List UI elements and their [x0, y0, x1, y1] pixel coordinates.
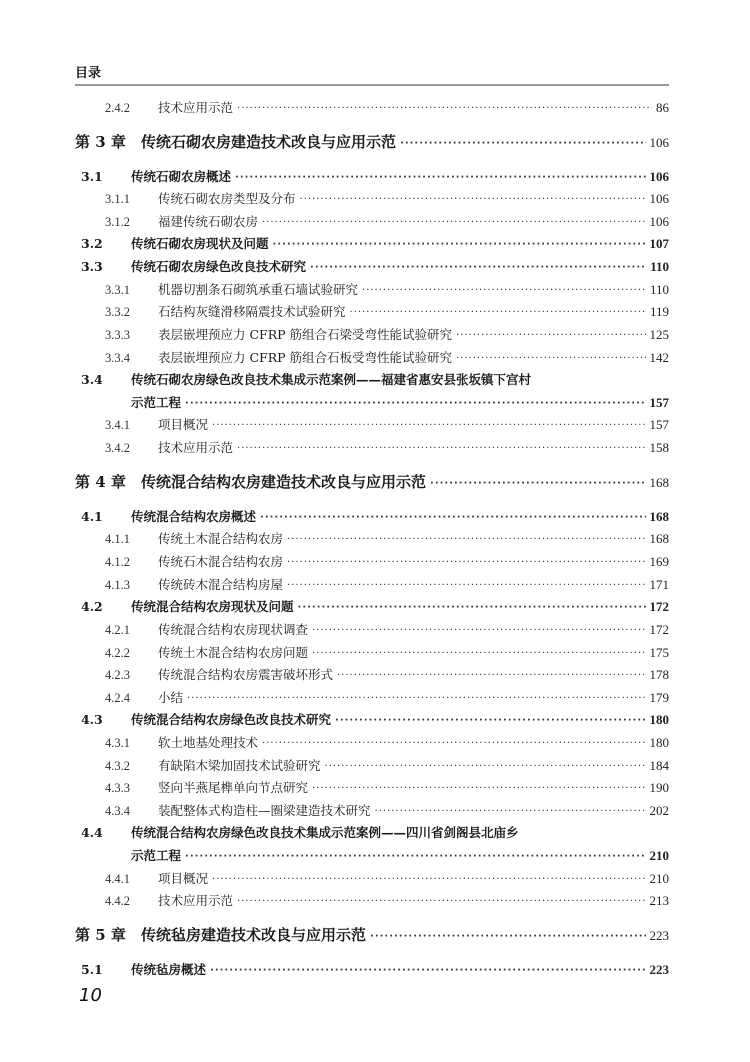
- toc-section-entry[interactable]: [75, 507, 669, 525]
- entry-page-number: 178: [649, 667, 669, 682]
- toc-section-entry[interactable]: [75, 710, 669, 728]
- entry-page-number: 168: [649, 475, 669, 490]
- entry-page-number: 125: [649, 327, 669, 342]
- entry-page-number: 171: [649, 577, 669, 592]
- dot-leader: [325, 761, 646, 772]
- dot-leader: [237, 103, 652, 114]
- toc-subsection-entry[interactable]: [75, 778, 669, 796]
- entry-page-number: 175: [649, 645, 669, 660]
- dot-leader: [312, 625, 645, 636]
- entry-number: 4.2.2: [105, 646, 130, 660]
- toc-section-entry[interactable]: [75, 370, 669, 388]
- dot-leader: [212, 420, 645, 431]
- entry-title: 项目概况: [158, 871, 209, 886]
- entry-page-number: 157: [649, 395, 669, 410]
- toc-subsection-entry[interactable]: [75, 869, 669, 887]
- dot-leader: [456, 353, 645, 364]
- entry-page-number: 168: [649, 509, 669, 524]
- entry-number: 4.2.4: [105, 691, 130, 705]
- entry-page-number: 210: [649, 871, 669, 886]
- toc-subsection-entry[interactable]: [75, 665, 669, 683]
- entry-page-number: 180: [649, 735, 669, 750]
- entry-page-number: 158: [649, 440, 669, 455]
- toc-subsection-entry[interactable]: [75, 415, 669, 433]
- dot-leader: [350, 307, 646, 318]
- entry-title: 传统石木混合结构农房: [158, 554, 284, 569]
- dot-leader: [362, 285, 646, 296]
- toc-subsection-entry[interactable]: [75, 302, 669, 320]
- dot-leader: [212, 874, 645, 885]
- entry-number: 3.4.1: [105, 418, 130, 432]
- entry-number: 3.1.2: [105, 215, 130, 229]
- entry-number: 3.3.1: [105, 283, 130, 297]
- entry-title: 传统石砌农房绿色改良技术研究: [131, 259, 307, 274]
- dot-leader: [287, 534, 645, 545]
- entry-number: 3.2: [81, 236, 103, 251]
- entry-page-number: 213: [649, 893, 669, 908]
- toc-subsection-entry[interactable]: [75, 756, 669, 774]
- toc-subsection-entry[interactable]: [75, 643, 669, 661]
- entry-page-number: 119: [649, 304, 669, 319]
- entry-title: 表层嵌埋预应力 CFRP 筋组合石板受弯性能试验研究: [158, 350, 453, 365]
- dot-leader: [287, 580, 645, 591]
- entry-title: 石结构灰缝滑移隔震技术试验研究: [158, 304, 346, 319]
- entry-title: 装配整体式构造柱—圈梁建造技术研究: [158, 803, 371, 818]
- toc-subsection-entry[interactable]: [75, 280, 669, 298]
- entry-number: 3.4: [81, 372, 103, 387]
- entry-title: 小结: [158, 690, 184, 705]
- entry-number: 第 3 章: [75, 133, 126, 151]
- entry-number: 4.3.3: [105, 781, 130, 795]
- dot-leader: [312, 783, 645, 794]
- dot-leader: [375, 806, 646, 817]
- toc-section-entry[interactable]: [75, 597, 669, 615]
- entry-number: 4.3.2: [105, 759, 130, 773]
- entry-number: 3.3.2: [105, 305, 130, 319]
- entry-number: 3.3.4: [105, 351, 130, 365]
- toc-subsection-entry[interactable]: [75, 325, 669, 343]
- entry-title: 传统混合结构农房现状及问题: [131, 599, 294, 614]
- toc-subsection-entry[interactable]: [75, 801, 669, 819]
- entry-number: 第 4 章: [75, 473, 126, 491]
- dot-leader: [185, 851, 645, 862]
- entry-page-number: 202: [649, 803, 669, 818]
- toc-subsection-entry[interactable]: [75, 575, 669, 593]
- entry-title: 传统土木混合结构农房: [158, 531, 284, 546]
- entry-page-number: 210: [649, 848, 669, 863]
- toc-section-entry[interactable]: [75, 234, 669, 252]
- dot-leader: [210, 965, 645, 976]
- entry-number: 4.3.4: [105, 804, 130, 818]
- entry-title: 技术应用示范: [158, 100, 234, 115]
- entry-page-number: 172: [649, 622, 669, 637]
- entry-title: 传统混合结构农房建造技术改良与应用示范: [141, 473, 427, 491]
- entry-page-number: 110: [650, 259, 669, 274]
- dot-leader: [237, 443, 645, 454]
- entry-number: 3.3: [81, 259, 103, 274]
- entry-title: 有缺陷木梁加固技术试验研究: [158, 758, 321, 773]
- dot-leader: [187, 693, 645, 704]
- entry-title: 传统石砌农房类型及分布: [158, 191, 296, 206]
- entry-number: 4.1.3: [105, 578, 130, 592]
- dot-leader: [456, 330, 645, 341]
- entry-number: 3.3.3: [105, 328, 130, 342]
- toc-section-entry[interactable]: [75, 393, 669, 411]
- dot-leader: [335, 715, 645, 726]
- dot-leader: [260, 512, 645, 523]
- entry-number: 4.4.1: [105, 872, 130, 886]
- entry-page-number: 142: [649, 350, 669, 365]
- entry-page-number: 107: [649, 236, 669, 251]
- header-rule: [75, 84, 669, 86]
- entry-title: 传统混合结构农房概述: [131, 509, 257, 524]
- entry-number: 4.3: [81, 712, 103, 727]
- entry-page-number: 172: [649, 599, 669, 614]
- toc-section-entry[interactable]: [75, 167, 669, 185]
- toc-subsection-entry[interactable]: [75, 620, 669, 638]
- toc-subsection-entry[interactable]: [75, 891, 669, 909]
- entry-title: 传统石砌农房现状及问题: [131, 236, 269, 251]
- entry-title: 传统混合结构农房震害破坏形式: [158, 667, 334, 682]
- dot-leader: [237, 896, 645, 907]
- toc-subsection-entry[interactable]: [75, 348, 669, 366]
- dot-leader: [430, 478, 645, 489]
- dot-leader: [235, 172, 645, 183]
- entry-title: 传统石砌农房概述: [131, 169, 232, 184]
- entry-title: 示范工程: [131, 848, 182, 863]
- entry-page-number: 106: [649, 191, 669, 206]
- dot-leader: [298, 602, 646, 613]
- entry-title: 福建传统石砌农房: [158, 214, 259, 229]
- dot-leader: [310, 262, 646, 273]
- running-header: 目录: [75, 66, 102, 81]
- entry-number: 5.1: [81, 962, 103, 977]
- toc-chapter-entry[interactable]: [75, 924, 669, 945]
- entry-page-number: 86: [656, 100, 669, 115]
- entry-title: 传统毡房建造技术改良与应用示范: [141, 926, 367, 944]
- entry-page-number: 190: [649, 780, 669, 795]
- entry-title: 传统毡房概述: [131, 962, 207, 977]
- toc-subsection-entry[interactable]: [75, 98, 669, 116]
- entry-number: 4.2: [81, 599, 103, 614]
- entry-title: 传统砖木混合结构房屋: [158, 577, 284, 592]
- dot-leader: [370, 931, 645, 942]
- toc-subsection-entry[interactable]: [75, 733, 669, 751]
- dot-leader: [400, 138, 645, 149]
- toc-subsection-entry[interactable]: [75, 189, 669, 207]
- entry-page-number: 106: [649, 135, 669, 150]
- toc-subsection-entry[interactable]: [75, 688, 669, 706]
- entry-number: 3.1: [81, 169, 103, 184]
- entry-number: 4.3.1: [105, 736, 130, 750]
- entry-number: 4.1.2: [105, 555, 130, 569]
- entry-title: 项目概况: [158, 417, 209, 432]
- dot-leader: [287, 557, 645, 568]
- entry-title: 软土地基处理技术: [158, 735, 259, 750]
- entry-number: 4.2.1: [105, 623, 130, 637]
- dot-leader: [262, 217, 645, 228]
- entry-page-number: 223: [649, 928, 669, 943]
- dot-leader: [185, 398, 645, 409]
- entry-page-number: 223: [649, 962, 669, 977]
- dot-leader: [300, 194, 646, 205]
- toc-section-entry[interactable]: [75, 257, 669, 275]
- entry-page-number: 106: [649, 169, 669, 184]
- entry-page-number: 169: [649, 554, 669, 569]
- toc-subsection-entry[interactable]: [75, 552, 669, 570]
- dot-leader: [337, 670, 645, 681]
- entry-title: 传统混合结构农房绿色改良技术研究: [131, 712, 332, 727]
- entry-title: 传统混合结构农房绿色改良技术集成示范案例——四川省剑阁县北庙乡: [131, 825, 519, 840]
- entry-title: 竖向半燕尾榫单向节点研究: [158, 780, 309, 795]
- entry-page-number: 110: [649, 282, 669, 297]
- entry-title: 传统土木混合结构农房问题: [158, 645, 309, 660]
- toc-section-entry[interactable]: [75, 823, 669, 841]
- entry-title: 技术应用示范: [158, 893, 234, 908]
- toc-subsection-entry[interactable]: [75, 212, 669, 230]
- entry-title: 示范工程: [131, 395, 182, 410]
- dot-leader: [312, 648, 645, 659]
- entry-title: 技术应用示范: [158, 440, 234, 455]
- entry-title: 机器切割条石砌筑承重石墙试验研究: [158, 282, 359, 297]
- entry-page-number: 157: [649, 417, 669, 432]
- entry-number: 4.2.3: [105, 668, 130, 682]
- toc-chapter-entry[interactable]: [75, 131, 669, 152]
- toc-section-entry[interactable]: [75, 960, 669, 978]
- entry-number: 3.4.2: [105, 441, 130, 455]
- entry-title: 传统石砌农房绿色改良技术集成示范案例——福建省惠安县张坂镇下宫村: [131, 372, 532, 387]
- dot-leader: [273, 239, 646, 250]
- entry-title: 表层嵌埋预应力 CFRP 筋组合石梁受弯性能试验研究: [158, 327, 453, 342]
- entry-page-number: 184: [649, 758, 669, 773]
- entry-title: 传统混合结构农房现状调查: [158, 622, 309, 637]
- dot-leader: [262, 738, 645, 749]
- entry-number: 4.4.2: [105, 894, 130, 908]
- entry-number: 2.4.2: [105, 101, 130, 115]
- entry-number: 4.1: [81, 509, 103, 524]
- entry-number: 3.1.1: [105, 192, 130, 206]
- toc-subsection-entry[interactable]: [75, 529, 669, 547]
- toc-chapter-entry[interactable]: [75, 471, 669, 492]
- toc-subsection-entry[interactable]: [75, 438, 669, 456]
- entry-page-number: 180: [649, 712, 669, 727]
- toc-section-entry[interactable]: [75, 846, 669, 864]
- entry-page-number: 179: [649, 690, 669, 705]
- entry-number: 4.1.1: [105, 532, 130, 546]
- entry-page-number: 168: [649, 531, 669, 546]
- entry-title: 传统石砌农房建造技术改良与应用示范: [141, 133, 397, 151]
- entry-page-number: 106: [649, 214, 669, 229]
- entry-number: 第 5 章: [75, 926, 126, 944]
- page-number: 10: [79, 985, 102, 1006]
- entry-number: 4.4: [81, 825, 103, 840]
